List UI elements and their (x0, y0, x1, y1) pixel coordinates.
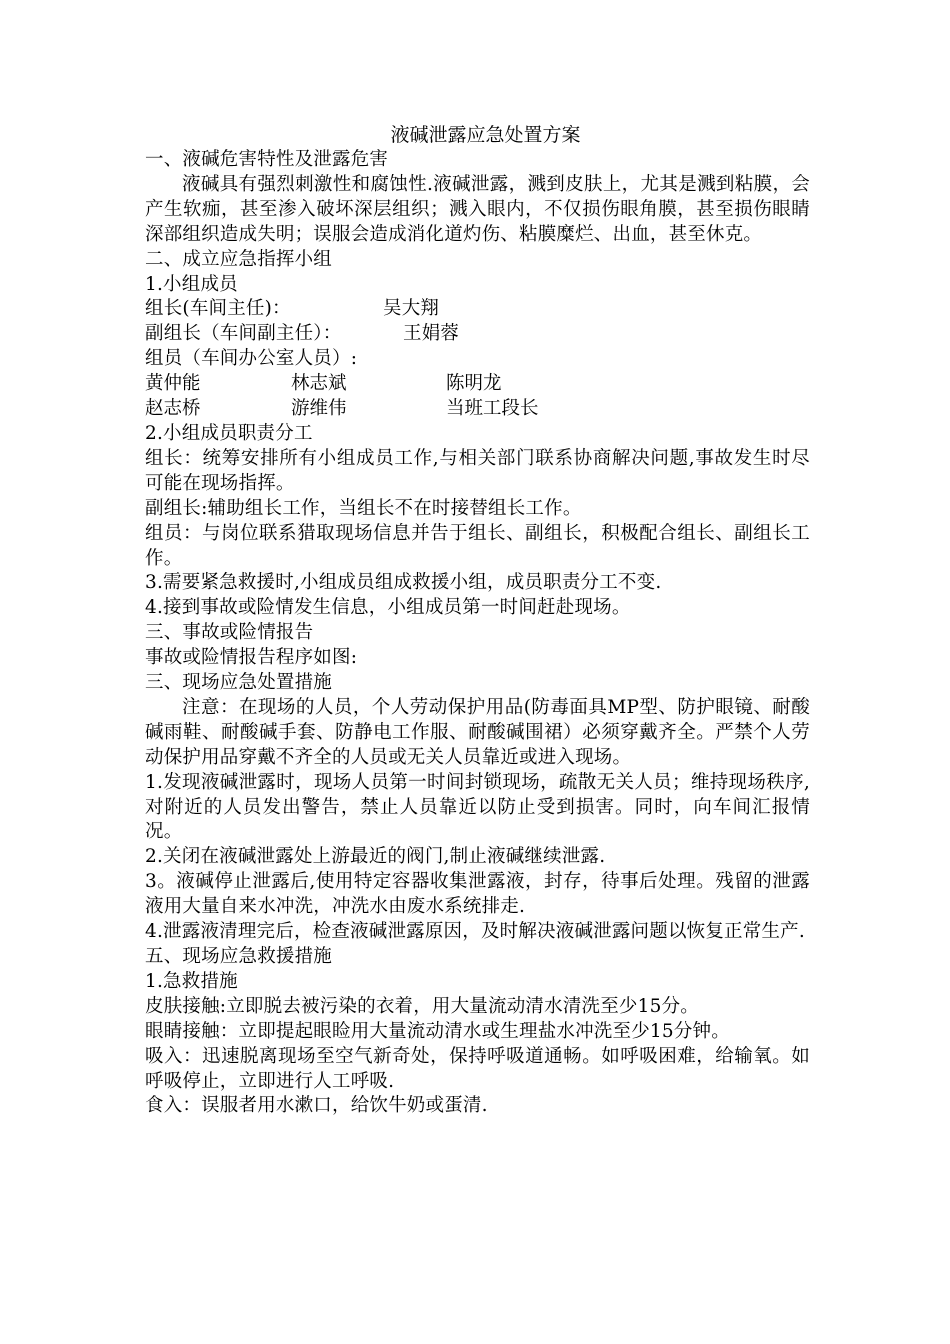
section-1-body: 液碱具有强烈刺激性和腐蚀性.液碱泄露，溅到皮肤上，尤其是溅到粘膜，会产生软痂，甚至渗入破坏深层组织；溅入眼内，不仅损伤眼角膜，甚至损伤眼睛深部组织造成失明；误服会造成消化道灼伤、粘膜糜烂、出血，甚至休克。 (145, 173, 810, 245)
arrival-item: 4.接到事故或险情发生信息，小组成员第一时间赶赴现场。 (145, 597, 631, 619)
first-aid-ingest: 食入：误服者用水漱口，给饮牛奶或蛋清. (145, 1095, 488, 1117)
section-2-heading: 二、成立应急指挥小组 (145, 248, 333, 270)
members-row (145, 397, 810, 422)
duty-member: 组员：与岗位联系猎取现场信息并告于组长、副组长，积极配合组长、副组长工作。 (145, 522, 810, 569)
measure-item: 4.泄露液清理完后，检查液碱泄露原因，及时解决液碱泄露问题以恢复正常生产. (145, 921, 805, 943)
member-name: 当班工段长 (446, 398, 539, 420)
deputy-label: 副组长（车间副主任）： (145, 323, 342, 345)
members-row (145, 372, 810, 397)
duty-deputy: 副组长:辅助组长工作，当组长不在时接替组长工作。 (145, 497, 582, 519)
measure-item: 3。液碱停止泄露后,使用特定容器收集泄露液，封存，待事后处理。残留的泄露液用大量自来水冲洗，冲洗水由废水系统排走. (145, 871, 810, 918)
rescue-item: 3.需要紧急救援时,小组成员组成救援小组，成员职责分工不变. (145, 572, 662, 594)
document-title: 液碱泄露应急处置方案 (390, 124, 581, 146)
subsection-duties: 2.小组成员职责分工 (145, 422, 313, 444)
document-page (145, 122, 810, 1119)
first-aid-eye: 眼睛接触：立即提起眼睑用大量流动清水或生理盐水冲洗至少15分钟。 (145, 1020, 730, 1042)
subsection-first-aid: 1.急救措施 (145, 970, 238, 992)
member-name: 赵志桥 (145, 398, 201, 420)
safety-note: 注意：在现场的人员，个人劳动保护用品(防毒面具MP型、防护眼镜、耐酸碱雨鞋、耐酸碱手套、防静电工作服、耐酸碱围裙）必须穿戴齐全。严禁个人劳动保护用品穿戴不齐全的人员或无关人员靠近或进入现场。 (145, 696, 810, 768)
member-name: 游维伟 (291, 398, 347, 420)
leader-label: 组长(车间主任)： (145, 298, 291, 320)
section-5-heading: 五、现场应急救援措施 (145, 946, 333, 967)
deputy-name: 王娟蓉 (403, 323, 460, 345)
members-label: 组员（车间办公室人员）: (145, 348, 358, 370)
member-name: 林志斌 (291, 373, 347, 395)
section-3-heading: 三、事故或险情报告 (145, 622, 314, 644)
member-name: 陈明龙 (446, 373, 502, 395)
first-aid-skin: 皮肤接触:立即脱去被污染的衣着，用大量流动清水清洗至少15分。 (145, 995, 699, 1017)
measure-item: 1.发现液碱泄露时，现场人员第一时间封锁现场，疏散无关人员；维持现场秩序,对附近的人员发出警告，禁止人员靠近以防止受到损害。同时，向车间汇报情况。 (145, 771, 810, 843)
member-name: 黄仲能 (145, 373, 201, 395)
section-1-heading: 一、液碱危害特性及泄露危害 (145, 149, 389, 170)
leader-line (145, 297, 810, 322)
leader-name: 吴大翔 (383, 298, 440, 320)
duty-leader: 组长：统筹安排所有小组成员工作,与相关部门联系协商解决问题,事故发生时尽可能在现场指挥。 (145, 447, 810, 494)
deputy-line (145, 322, 810, 347)
measure-item: 2.关闭在液碱泄露处上游最近的阀门,制止液碱继续泄露. (145, 846, 606, 868)
subsection-members: 1.小组成员 (145, 273, 238, 295)
section-3-body: 事故或险情报告程序如图: (145, 647, 358, 669)
section-4-heading: 三、现场应急处置措施 (145, 672, 333, 694)
first-aid-inhale: 吸入：迅速脱离现场至空气新奇处，保持呼吸道通畅。如呼吸困难，给输氧。如呼吸停止，立即进行人工呼吸. (145, 1045, 810, 1092)
